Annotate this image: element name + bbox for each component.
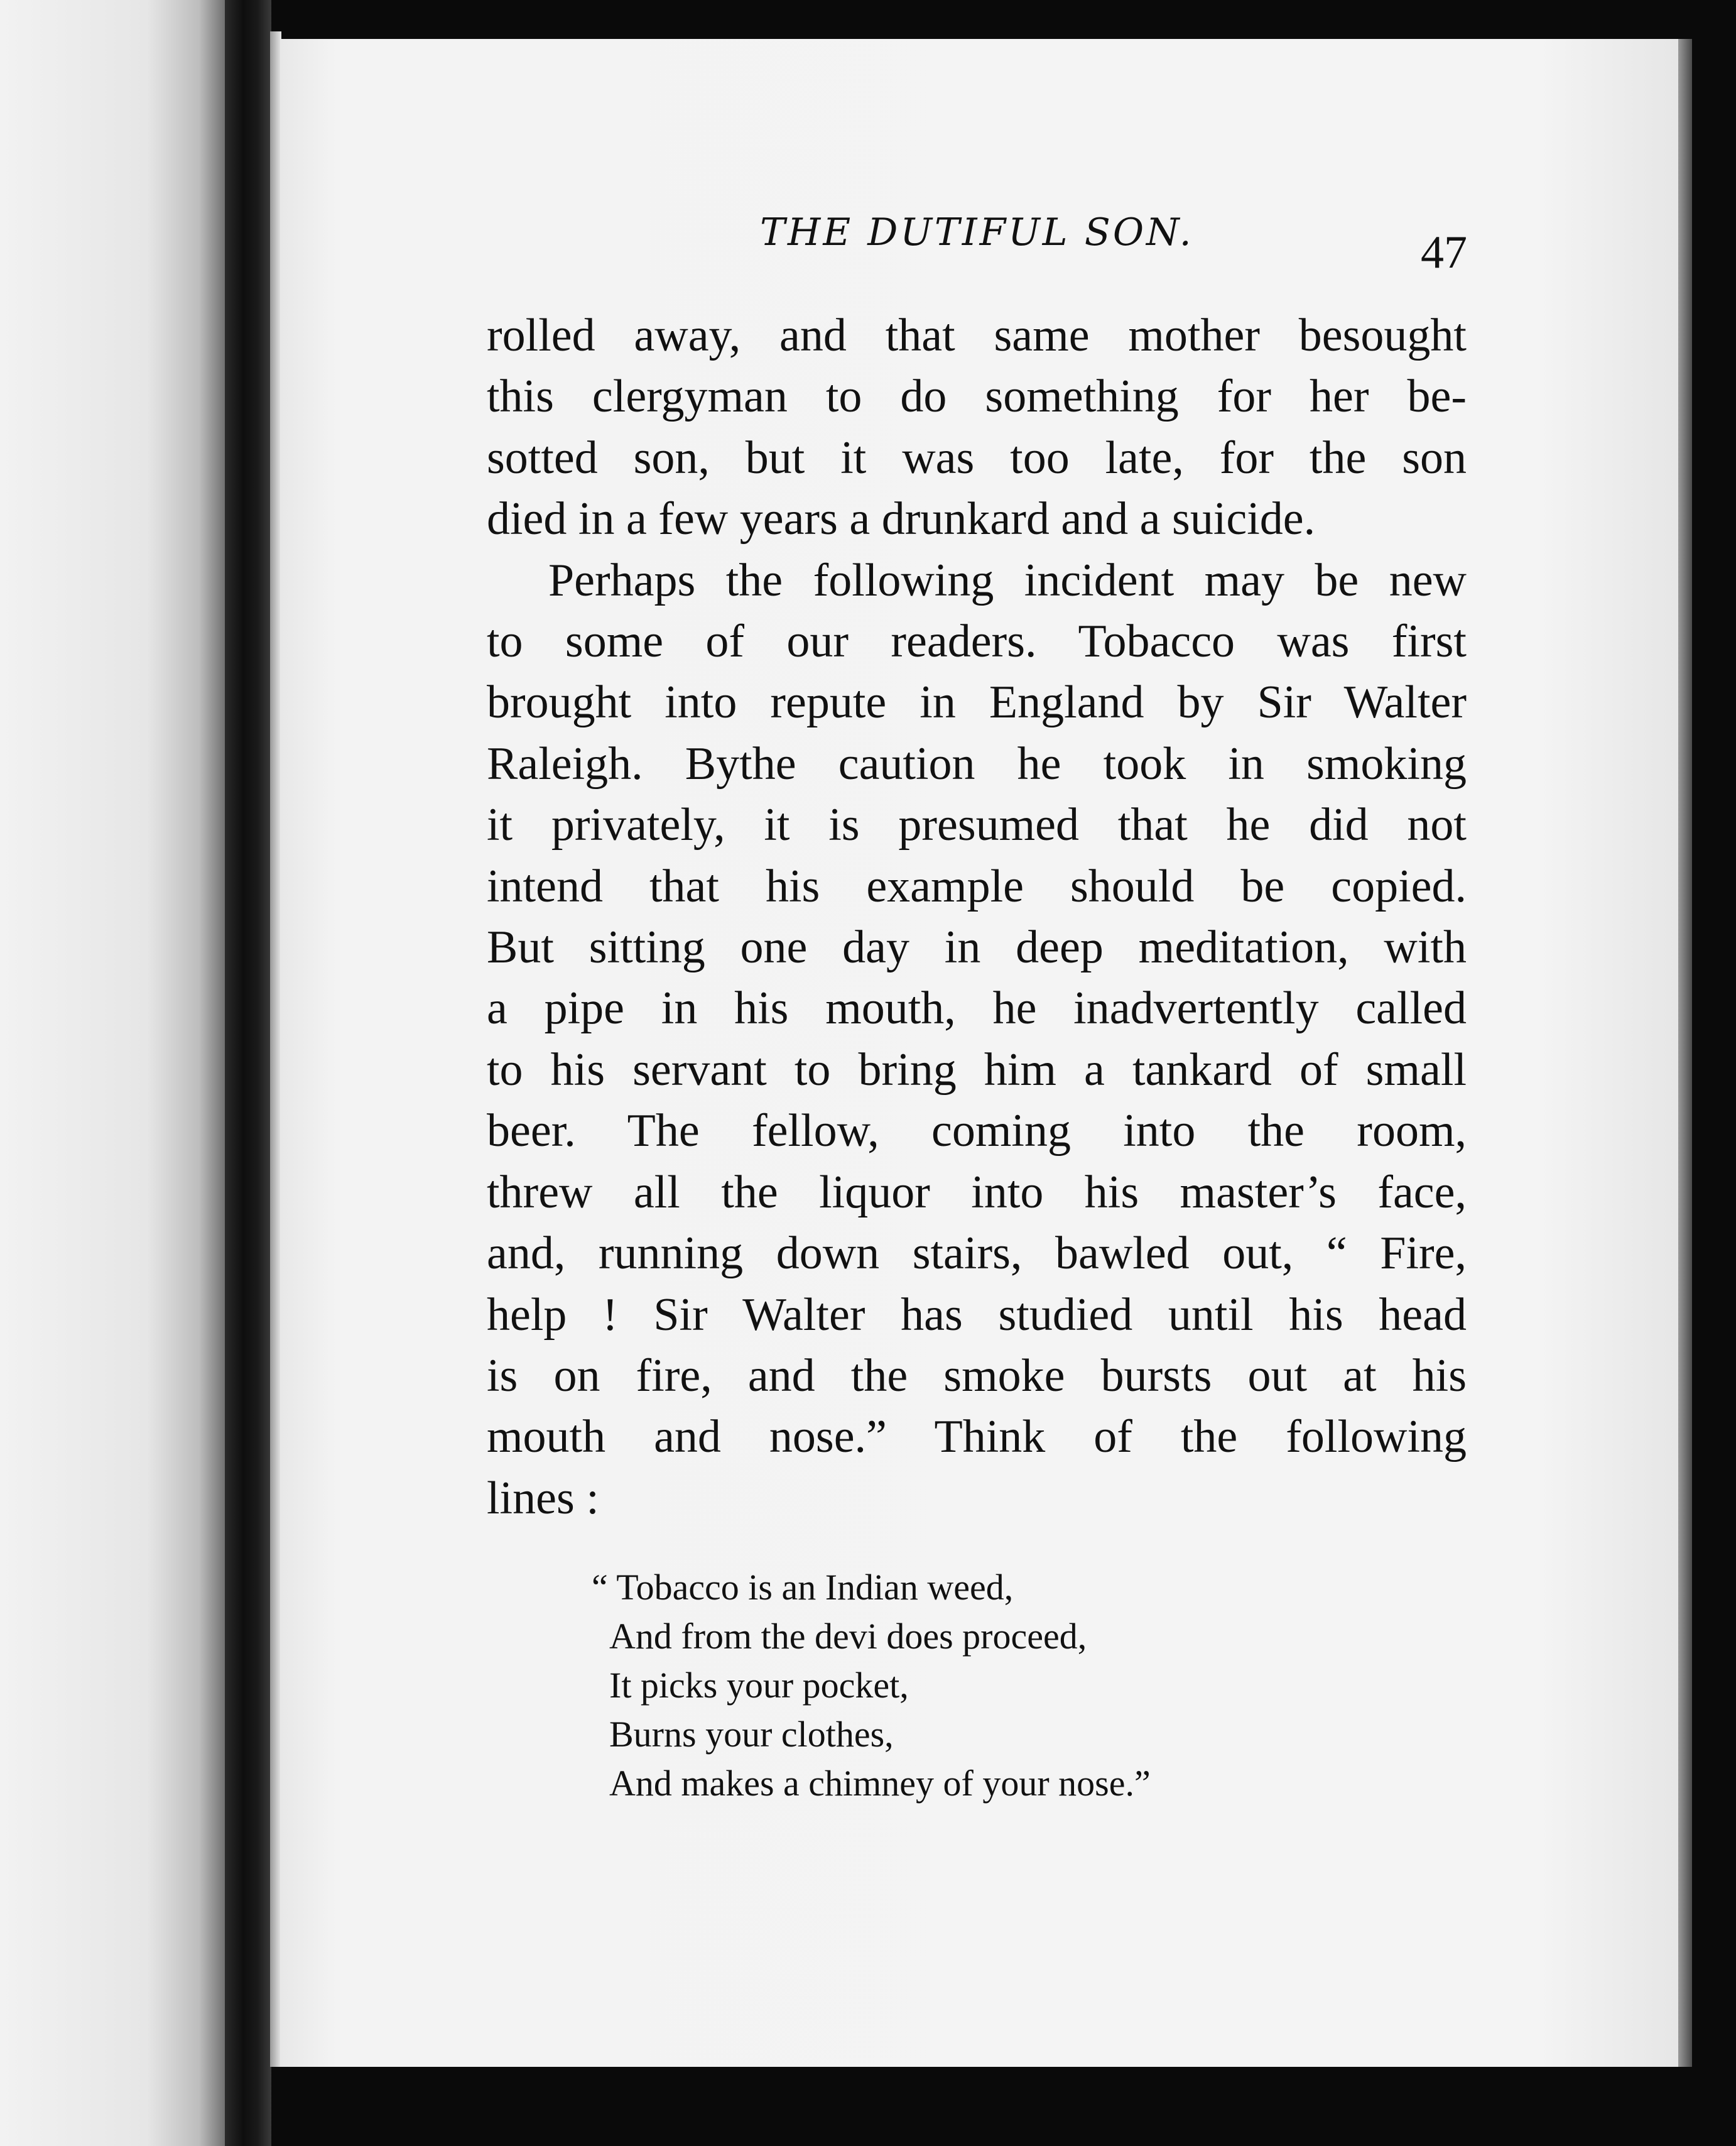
text-line: sotted son, but it was too late, for the son bbox=[487, 432, 1467, 484]
text-line: and, running down stairs, bawled out, “ Fire, bbox=[487, 1228, 1467, 1280]
text-line: lines : bbox=[487, 1472, 599, 1524]
verse-line: It picks your pocket, bbox=[609, 1665, 909, 1706]
body-text bbox=[487, 305, 1467, 1529]
text-line: is on fire, and the smoke bursts out at his bbox=[487, 1349, 1467, 1402]
paragraph bbox=[487, 305, 1467, 550]
text-line: a pipe in his mouth, he inadvertently called bbox=[487, 983, 1467, 1035]
text-line: threw all the liquor into his master’s face, bbox=[487, 1166, 1467, 1218]
text-line: to some of our readers. Tobacco was first bbox=[487, 616, 1467, 668]
left-page-margin bbox=[0, 0, 226, 2146]
verse-line: And from the devi does proceed, bbox=[609, 1616, 1087, 1657]
text-line: this clergyman to do something for her be- bbox=[487, 371, 1467, 423]
verse-line: And makes a chimney of your nose.” bbox=[609, 1763, 1151, 1804]
text-line: rolled away, and that same mother besought bbox=[487, 310, 1467, 361]
text-line: beer. The fellow, coming into the room, bbox=[487, 1105, 1467, 1157]
text-line: died in a few years a drunkard and a suicide. bbox=[487, 493, 1316, 545]
verse-quotation bbox=[592, 1563, 1151, 1808]
verse-line: Burns your clothes, bbox=[609, 1714, 894, 1755]
verse-line: “ Tobacco is an Indian weed, bbox=[592, 1567, 1014, 1608]
text-line: help ! Sir Walter has studied until his head bbox=[487, 1288, 1467, 1341]
text-line: mouth and nose.” Think of the following bbox=[487, 1411, 1467, 1463]
paragraph bbox=[487, 550, 1467, 1530]
text-line: brought into repute in England by Sir Walter bbox=[487, 677, 1467, 729]
running-head: THE DUTIFUL SON. bbox=[760, 210, 1194, 254]
text-line: Raleigh. Bythe caution he took in smoking bbox=[487, 738, 1467, 790]
page-fore-edge bbox=[1678, 39, 1692, 2067]
text-line: it privately, it is presumed that he did not bbox=[487, 799, 1467, 851]
page-number: 47 bbox=[1421, 227, 1467, 278]
text-line: Perhaps the following incident may be new bbox=[548, 554, 1467, 606]
text-line: But sitting one day in deep meditation, with bbox=[487, 922, 1467, 974]
text-line: to his servant to bring him a tankard of small bbox=[487, 1043, 1467, 1096]
book-gutter bbox=[225, 0, 271, 2146]
text-line: intend that his example should be copied. bbox=[487, 860, 1467, 912]
